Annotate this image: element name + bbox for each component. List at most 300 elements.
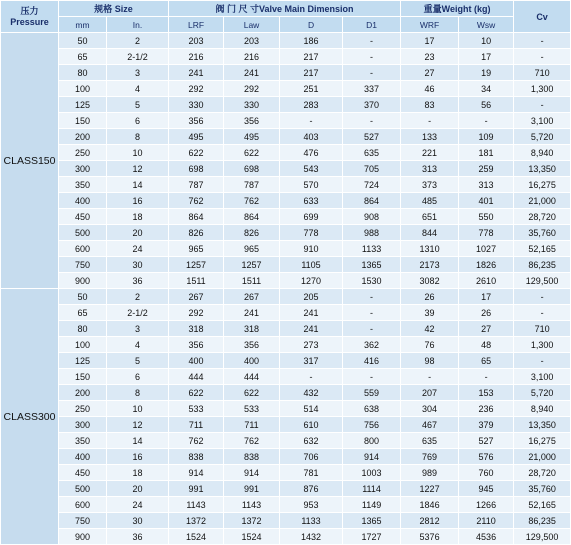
cv-header: Cv — [514, 1, 571, 33]
table-cell: 711 — [169, 417, 224, 433]
table-cell: 1143 — [224, 497, 280, 513]
table-row — [1, 241, 571, 257]
table-cell: 4 — [107, 337, 169, 353]
table-cell: 432 — [280, 385, 343, 401]
table-cell: 250 — [59, 145, 107, 161]
pressure-header-cn: 压力 — [20, 5, 39, 16]
table-cell: 48 — [459, 337, 514, 353]
table-cell: 900 — [59, 529, 107, 545]
table-cell: 1,300 — [514, 81, 571, 97]
table-cell: 76 — [401, 337, 459, 353]
table-cell: 514 — [280, 401, 343, 417]
table-cell: 24 — [107, 497, 169, 513]
table-cell: 259 — [459, 161, 514, 177]
table-row — [1, 353, 571, 369]
table-cell: 1114 — [343, 481, 401, 497]
table-cell: 304 — [401, 401, 459, 417]
table-cell: 1524 — [224, 529, 280, 545]
table-row — [1, 209, 571, 225]
table-cell: 8,940 — [514, 401, 571, 417]
table-cell: 1372 — [224, 513, 280, 529]
table-cell: 1365 — [343, 257, 401, 273]
table-row — [1, 177, 571, 193]
table-cell: 337 — [343, 81, 401, 97]
table-cell: 698 — [224, 161, 280, 177]
table-cell: 129,500 — [514, 273, 571, 289]
table-cell: 576 — [459, 449, 514, 465]
table-cell: 400 — [59, 449, 107, 465]
table-row — [1, 257, 571, 273]
table-row — [1, 321, 571, 337]
table-cell: 356 — [169, 337, 224, 353]
table-cell: 1432 — [280, 529, 343, 545]
table-cell: 762 — [169, 193, 224, 209]
table-cell: - — [343, 321, 401, 337]
table-cell: 356 — [224, 337, 280, 353]
table-cell: 217 — [280, 49, 343, 65]
table-cell: 756 — [343, 417, 401, 433]
table-cell: 86,235 — [514, 257, 571, 273]
col-header-lrf: LRF — [169, 17, 224, 33]
table-cell: 241 — [224, 305, 280, 321]
table-cell: 80 — [59, 321, 107, 337]
table-cell: 100 — [59, 337, 107, 353]
table-cell: 651 — [401, 209, 459, 225]
table-cell: 3 — [107, 321, 169, 337]
table-cell: 203 — [169, 33, 224, 49]
table-cell: 5 — [107, 353, 169, 369]
table-cell: 698 — [169, 161, 224, 177]
table-cell: 24 — [107, 241, 169, 257]
table-cell: 18 — [107, 465, 169, 481]
table-cell: 622 — [224, 385, 280, 401]
table-cell: 450 — [59, 465, 107, 481]
table-cell: 989 — [401, 465, 459, 481]
table-cell: 3,100 — [514, 113, 571, 129]
table-cell: 991 — [169, 481, 224, 497]
table-cell: 370 — [343, 97, 401, 113]
table-cell: 292 — [224, 81, 280, 97]
pressure-header — [1, 1, 59, 33]
table-cell: 1257 — [169, 257, 224, 273]
table-cell: 50 — [59, 289, 107, 305]
col-header-d: D — [280, 17, 343, 33]
table-cell: 467 — [401, 417, 459, 433]
table-row — [1, 497, 571, 513]
table-cell: 787 — [169, 177, 224, 193]
table-cell: 241 — [280, 305, 343, 321]
table-cell: 610 — [280, 417, 343, 433]
table-cell: 778 — [459, 225, 514, 241]
table-cell: 241 — [280, 321, 343, 337]
table-cell: - — [343, 49, 401, 65]
table-cell: 1511 — [169, 273, 224, 289]
table-cell: 12 — [107, 161, 169, 177]
table-cell: 900 — [59, 273, 107, 289]
table-cell: 21,000 — [514, 193, 571, 209]
table-cell: 5,720 — [514, 129, 571, 145]
table-cell: 203 — [224, 33, 280, 49]
table-cell: 236 — [459, 401, 514, 417]
table-cell: 379 — [459, 417, 514, 433]
table-row — [1, 433, 571, 449]
table-cell: 864 — [224, 209, 280, 225]
table-row — [1, 193, 571, 209]
table-cell: 181 — [459, 145, 514, 161]
table-cell: 39 — [401, 305, 459, 321]
table-cell: - — [280, 113, 343, 129]
table-cell: 125 — [59, 97, 107, 113]
table-cell: 781 — [280, 465, 343, 481]
col-header-in: In. — [107, 17, 169, 33]
table-cell: 65 — [59, 305, 107, 321]
table-row — [1, 449, 571, 465]
table-cell: 8 — [107, 385, 169, 401]
table-row — [1, 529, 571, 545]
table-cell: 500 — [59, 225, 107, 241]
table-cell: 527 — [343, 129, 401, 145]
table-cell: 965 — [224, 241, 280, 257]
table-cell: 1149 — [343, 497, 401, 513]
table-cell: 1003 — [343, 465, 401, 481]
table-cell: 908 — [343, 209, 401, 225]
table-cell: 706 — [280, 449, 343, 465]
table-cell: 1826 — [459, 257, 514, 273]
table-cell: 267 — [169, 289, 224, 305]
table-cell: - — [459, 369, 514, 385]
table-cell: 13,350 — [514, 161, 571, 177]
table-row — [1, 145, 571, 161]
table-cell: 16,275 — [514, 433, 571, 449]
table-cell: 318 — [169, 321, 224, 337]
table-cell: 769 — [401, 449, 459, 465]
table-cell: 762 — [169, 433, 224, 449]
table-row — [1, 65, 571, 81]
table-cell: - — [459, 113, 514, 129]
table-cell: 200 — [59, 129, 107, 145]
table-cell: 800 — [343, 433, 401, 449]
table-cell: 273 — [280, 337, 343, 353]
table-cell: 710 — [514, 65, 571, 81]
table-cell: 217 — [280, 65, 343, 81]
table-cell: 635 — [343, 145, 401, 161]
table-cell: 17 — [459, 49, 514, 65]
table-cell: 635 — [401, 433, 459, 449]
table-cell: 100 — [59, 81, 107, 97]
table-cell: 787 — [224, 177, 280, 193]
table-cell: 724 — [343, 177, 401, 193]
table-cell: 27 — [459, 321, 514, 337]
table-row — [1, 129, 571, 145]
table-cell: 1143 — [169, 497, 224, 513]
table-cell: 416 — [343, 353, 401, 369]
table-cell: 251 — [280, 81, 343, 97]
table-body — [1, 33, 571, 545]
table-cell: 1511 — [224, 273, 280, 289]
table-row — [1, 33, 571, 49]
col-header-d1: D1 — [343, 17, 401, 33]
table-cell: 991 — [224, 481, 280, 497]
table-cell: 28,720 — [514, 209, 571, 225]
table-cell: 876 — [280, 481, 343, 497]
table-cell: 401 — [459, 193, 514, 209]
table-cell: - — [343, 369, 401, 385]
table-row — [1, 401, 571, 417]
table-cell: 16 — [107, 449, 169, 465]
table-cell: 27 — [401, 65, 459, 81]
table-cell: 283 — [280, 97, 343, 113]
table-cell: 600 — [59, 497, 107, 513]
table-cell: 10 — [107, 145, 169, 161]
table-cell: - — [514, 353, 571, 369]
table-cell: 23 — [401, 49, 459, 65]
table-cell: 2110 — [459, 513, 514, 529]
table-cell: 250 — [59, 401, 107, 417]
table-cell: 109 — [459, 129, 514, 145]
table-cell: 300 — [59, 161, 107, 177]
table-cell: 241 — [224, 65, 280, 81]
table-cell: 5,720 — [514, 385, 571, 401]
table-cell: 350 — [59, 177, 107, 193]
table-cell: 186 — [280, 33, 343, 49]
table-cell: - — [514, 49, 571, 65]
table-cell: 17 — [459, 289, 514, 305]
table-row — [1, 81, 571, 97]
table-cell: 125 — [59, 353, 107, 369]
table-cell: - — [343, 305, 401, 321]
weight-header: 重量Weight (kg) — [401, 1, 514, 17]
table-cell: 400 — [59, 193, 107, 209]
table-cell: 400 — [169, 353, 224, 369]
table-cell: 2173 — [401, 257, 459, 273]
table-cell: 403 — [280, 129, 343, 145]
table-cell: 1227 — [401, 481, 459, 497]
table-cell: 622 — [169, 145, 224, 161]
table-cell: 2-1/2 — [107, 49, 169, 65]
table-cell: 35,760 — [514, 481, 571, 497]
table-cell: 1133 — [280, 513, 343, 529]
table-cell: 313 — [401, 161, 459, 177]
table-row — [1, 97, 571, 113]
table-cell: 945 — [459, 481, 514, 497]
table-row — [1, 225, 571, 241]
table-cell: 6 — [107, 113, 169, 129]
table-cell: 133 — [401, 129, 459, 145]
table-cell: 533 — [224, 401, 280, 417]
table-cell: 362 — [343, 337, 401, 353]
table-cell: 205 — [280, 289, 343, 305]
table-cell: 1310 — [401, 241, 459, 257]
table-cell: 527 — [459, 433, 514, 449]
table-cell: 241 — [169, 65, 224, 81]
table-cell: - — [401, 369, 459, 385]
table-cell: 10 — [107, 401, 169, 417]
table-cell: 965 — [169, 241, 224, 257]
table-cell: 711 — [224, 417, 280, 433]
table-cell: 5 — [107, 97, 169, 113]
table-cell: 705 — [343, 161, 401, 177]
col-header-wrf: WRF — [401, 17, 459, 33]
table-cell: 153 — [459, 385, 514, 401]
table-cell: 1530 — [343, 273, 401, 289]
table-cell: 762 — [224, 193, 280, 209]
table-cell: 638 — [343, 401, 401, 417]
table-cell: 98 — [401, 353, 459, 369]
table-cell: 17 — [401, 33, 459, 49]
table-cell: 710 — [514, 321, 571, 337]
table-cell: 8,940 — [514, 145, 571, 161]
table-cell: 150 — [59, 113, 107, 129]
table-cell: - — [514, 97, 571, 113]
table-cell: 559 — [343, 385, 401, 401]
table-cell: 844 — [401, 225, 459, 241]
table-cell: 30 — [107, 513, 169, 529]
table-cell: 533 — [169, 401, 224, 417]
table-cell: 1,300 — [514, 337, 571, 353]
table-cell: 52,165 — [514, 241, 571, 257]
table-cell: 80 — [59, 65, 107, 81]
table-cell: 14 — [107, 433, 169, 449]
table-cell: 864 — [343, 193, 401, 209]
table-cell: 35,760 — [514, 225, 571, 241]
table-cell: 2 — [107, 289, 169, 305]
table-cell: 129,500 — [514, 529, 571, 545]
table-cell: 3,100 — [514, 369, 571, 385]
table-row — [1, 385, 571, 401]
table-cell: 485 — [401, 193, 459, 209]
table-cell: 953 — [280, 497, 343, 513]
table-cell: 46 — [401, 81, 459, 97]
table-cell: 42 — [401, 321, 459, 337]
table-row — [1, 161, 571, 177]
table-cell: 400 — [224, 353, 280, 369]
table-cell: 330 — [169, 97, 224, 113]
table-cell: 20 — [107, 225, 169, 241]
size-header: 规格 Size — [59, 1, 169, 17]
table-cell: 14 — [107, 177, 169, 193]
table-cell: 1372 — [169, 513, 224, 529]
table-cell: 36 — [107, 529, 169, 545]
table-cell: 3082 — [401, 273, 459, 289]
table-cell: 313 — [459, 177, 514, 193]
table-cell: 450 — [59, 209, 107, 225]
table-cell: 356 — [224, 113, 280, 129]
dimension-header: 阀 门 尺 寸Valve Main Dimension — [169, 1, 401, 17]
table-cell: 216 — [169, 49, 224, 65]
table-row — [1, 417, 571, 433]
table-cell: 550 — [459, 209, 514, 225]
table-cell: - — [343, 33, 401, 49]
table-cell: 30 — [107, 257, 169, 273]
table-cell: 864 — [169, 209, 224, 225]
pressure-class-cell: CLASS300 — [1, 289, 59, 545]
table-cell: 2 — [107, 33, 169, 49]
table-cell: 356 — [169, 113, 224, 129]
table-header — [1, 1, 571, 33]
table-cell: 150 — [59, 369, 107, 385]
table-cell: 350 — [59, 433, 107, 449]
table-cell: 18 — [107, 209, 169, 225]
table-cell: 65 — [459, 353, 514, 369]
table-cell: 1133 — [343, 241, 401, 257]
table-cell: 444 — [169, 369, 224, 385]
table-cell: 762 — [224, 433, 280, 449]
table-cell: - — [280, 369, 343, 385]
table-cell: 1266 — [459, 497, 514, 513]
table-cell: 988 — [343, 225, 401, 241]
table-cell: 1270 — [280, 273, 343, 289]
table-row — [1, 289, 571, 305]
table-row — [1, 513, 571, 529]
table-cell: 1524 — [169, 529, 224, 545]
table-cell: 292 — [169, 305, 224, 321]
table-cell: 318 — [224, 321, 280, 337]
table-cell: 221 — [401, 145, 459, 161]
table-cell: 34 — [459, 81, 514, 97]
table-cell: 495 — [169, 129, 224, 145]
table-cell: 914 — [224, 465, 280, 481]
table-cell: 317 — [280, 353, 343, 369]
table-cell: 16 — [107, 193, 169, 209]
table-cell: 600 — [59, 241, 107, 257]
table-cell: - — [343, 289, 401, 305]
table-cell: 914 — [169, 465, 224, 481]
table-cell: 26 — [459, 305, 514, 321]
table-cell: 216 — [224, 49, 280, 65]
table-cell: 699 — [280, 209, 343, 225]
table-cell: 12 — [107, 417, 169, 433]
table-cell: 36 — [107, 273, 169, 289]
table-cell: 300 — [59, 417, 107, 433]
table-row — [1, 273, 571, 289]
table-row — [1, 465, 571, 481]
table-cell: 750 — [59, 257, 107, 273]
table-cell: 778 — [280, 225, 343, 241]
table-cell: 1365 — [343, 513, 401, 529]
table-cell: 5376 — [401, 529, 459, 545]
table-cell: 1257 — [224, 257, 280, 273]
table-cell: 13,350 — [514, 417, 571, 433]
table-row — [1, 369, 571, 385]
table-cell: 476 — [280, 145, 343, 161]
table-cell: 267 — [224, 289, 280, 305]
table-cell: 16,275 — [514, 177, 571, 193]
table-cell: 495 — [224, 129, 280, 145]
table-cell: 2610 — [459, 273, 514, 289]
table-cell: 1727 — [343, 529, 401, 545]
table-row — [1, 337, 571, 353]
table-cell: 2-1/2 — [107, 305, 169, 321]
table-row — [1, 305, 571, 321]
table-cell: 207 — [401, 385, 459, 401]
table-cell: 633 — [280, 193, 343, 209]
table-cell: - — [514, 305, 571, 321]
table-cell: 444 — [224, 369, 280, 385]
table-cell: 750 — [59, 513, 107, 529]
table-cell: 19 — [459, 65, 514, 81]
col-header-law: Law — [224, 17, 280, 33]
table-cell: 28,720 — [514, 465, 571, 481]
table-cell: 56 — [459, 97, 514, 113]
table-cell: 21,000 — [514, 449, 571, 465]
table-cell: - — [514, 289, 571, 305]
table-row — [1, 481, 571, 497]
table-cell: 330 — [224, 97, 280, 113]
table-cell: 200 — [59, 385, 107, 401]
pressure-header-en: Pressure — [10, 16, 49, 27]
col-header-wsw: Wsw — [459, 17, 514, 33]
table-cell: 1027 — [459, 241, 514, 257]
